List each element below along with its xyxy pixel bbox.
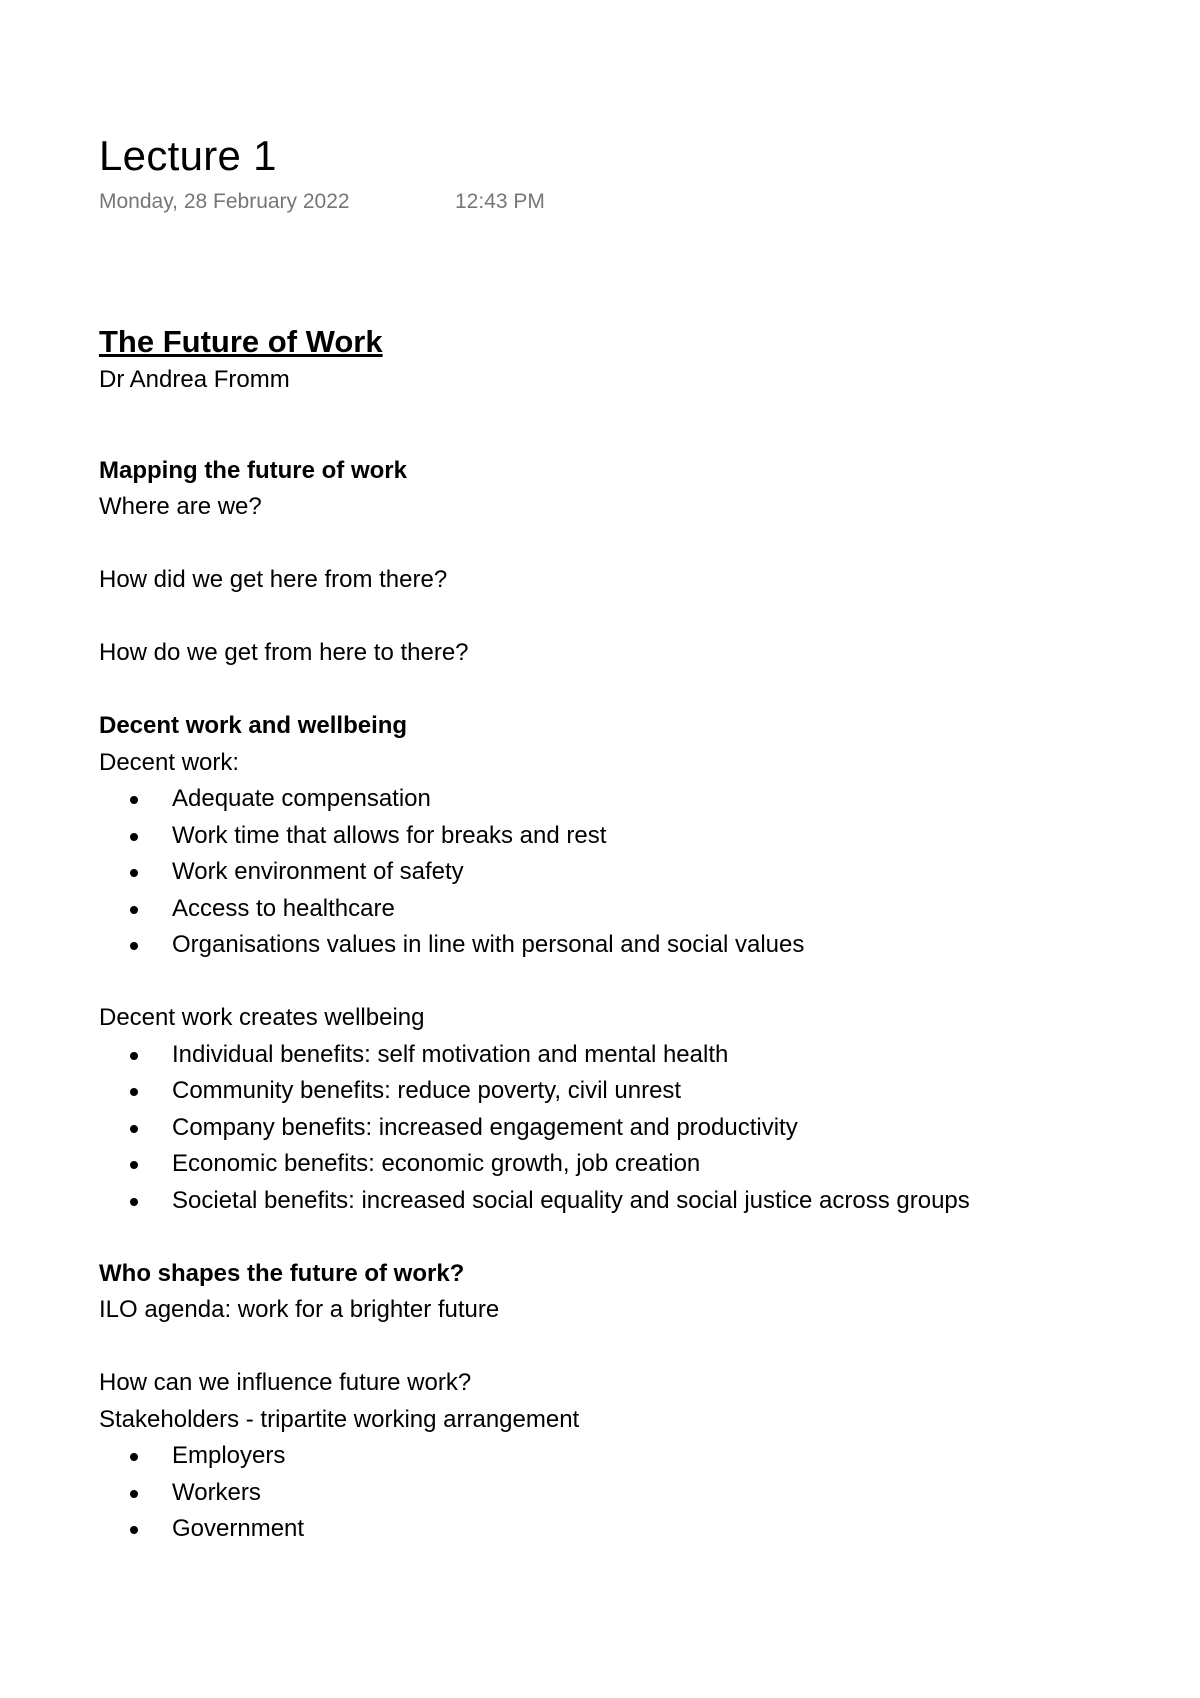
document-heading: The Future of Work — [99, 324, 383, 359]
bullet-icon — [130, 796, 138, 804]
mapping-line-3: How do we get from here to there? — [99, 639, 469, 666]
list-item: Work time that allows for breaks and rest — [99, 818, 1119, 855]
page-time: 12:43 PM — [455, 190, 545, 213]
list-item: Community benefits: reduce poverty, civil unrest — [99, 1073, 1119, 1110]
shapers-line-2: How can we influence future work? — [99, 1369, 472, 1396]
list-item: Government — [99, 1511, 1119, 1548]
note-page — [99, 130, 1119, 1548]
bullet-icon — [130, 833, 138, 841]
wellbeing-list — [99, 1037, 1119, 1220]
bullet-icon — [130, 1052, 138, 1060]
section-heading-decent-work: Decent work and wellbeing — [99, 712, 408, 739]
list-item: Economic benefits: economic growth, job creation — [99, 1146, 1119, 1183]
bullet-icon — [130, 869, 138, 877]
section-heading-shapers: Who shapes the future of work? — [99, 1259, 465, 1287]
list-item: Company benefits: increased engagement and productivity — [99, 1110, 1119, 1147]
shapers-line-1: ILO agenda: work for a brighter future — [99, 1296, 500, 1323]
decent-work-intro: Decent work: — [99, 748, 240, 776]
mapping-line-1: Where are we? — [99, 493, 262, 520]
decent-work-list — [99, 781, 1119, 964]
shapers-line-3: Stakeholders - tripartite working arrangement — [99, 1405, 580, 1433]
document-author: Dr Andrea Fromm — [99, 366, 290, 393]
stakeholders-list — [99, 1438, 1119, 1548]
list-item: Individual benefits: self motivation and mental health — [99, 1037, 1119, 1074]
page-date: Monday, 28 February 2022 — [99, 190, 350, 213]
list-item: Adequate compensation — [99, 781, 1119, 818]
page-title[interactable]: Lecture 1 — [99, 132, 277, 179]
bullet-icon — [130, 942, 138, 950]
bullet-icon — [130, 1198, 138, 1206]
bullet-icon — [130, 1088, 138, 1096]
list-item: Employers — [99, 1438, 1119, 1475]
list-item: Societal benefits: increased social equality and social justice across groups — [99, 1183, 1119, 1220]
bullet-icon — [130, 1161, 138, 1169]
bullet-icon — [130, 1453, 138, 1461]
list-item: Access to healthcare — [99, 891, 1119, 928]
list-item: Work environment of safety — [99, 854, 1119, 891]
bullet-icon — [130, 1125, 138, 1133]
page-timestamp — [99, 188, 1119, 216]
bullet-icon — [130, 906, 138, 914]
list-item: Workers — [99, 1475, 1119, 1512]
bullet-icon — [130, 1490, 138, 1498]
wellbeing-intro: Decent work creates wellbeing — [99, 1004, 425, 1031]
mapping-line-2: How did we get here from there? — [99, 566, 448, 593]
list-item: Organisations values in line with personal and social values — [99, 927, 1119, 964]
section-heading-mapping: Mapping the future of work — [99, 456, 407, 484]
bullet-icon — [130, 1526, 138, 1534]
